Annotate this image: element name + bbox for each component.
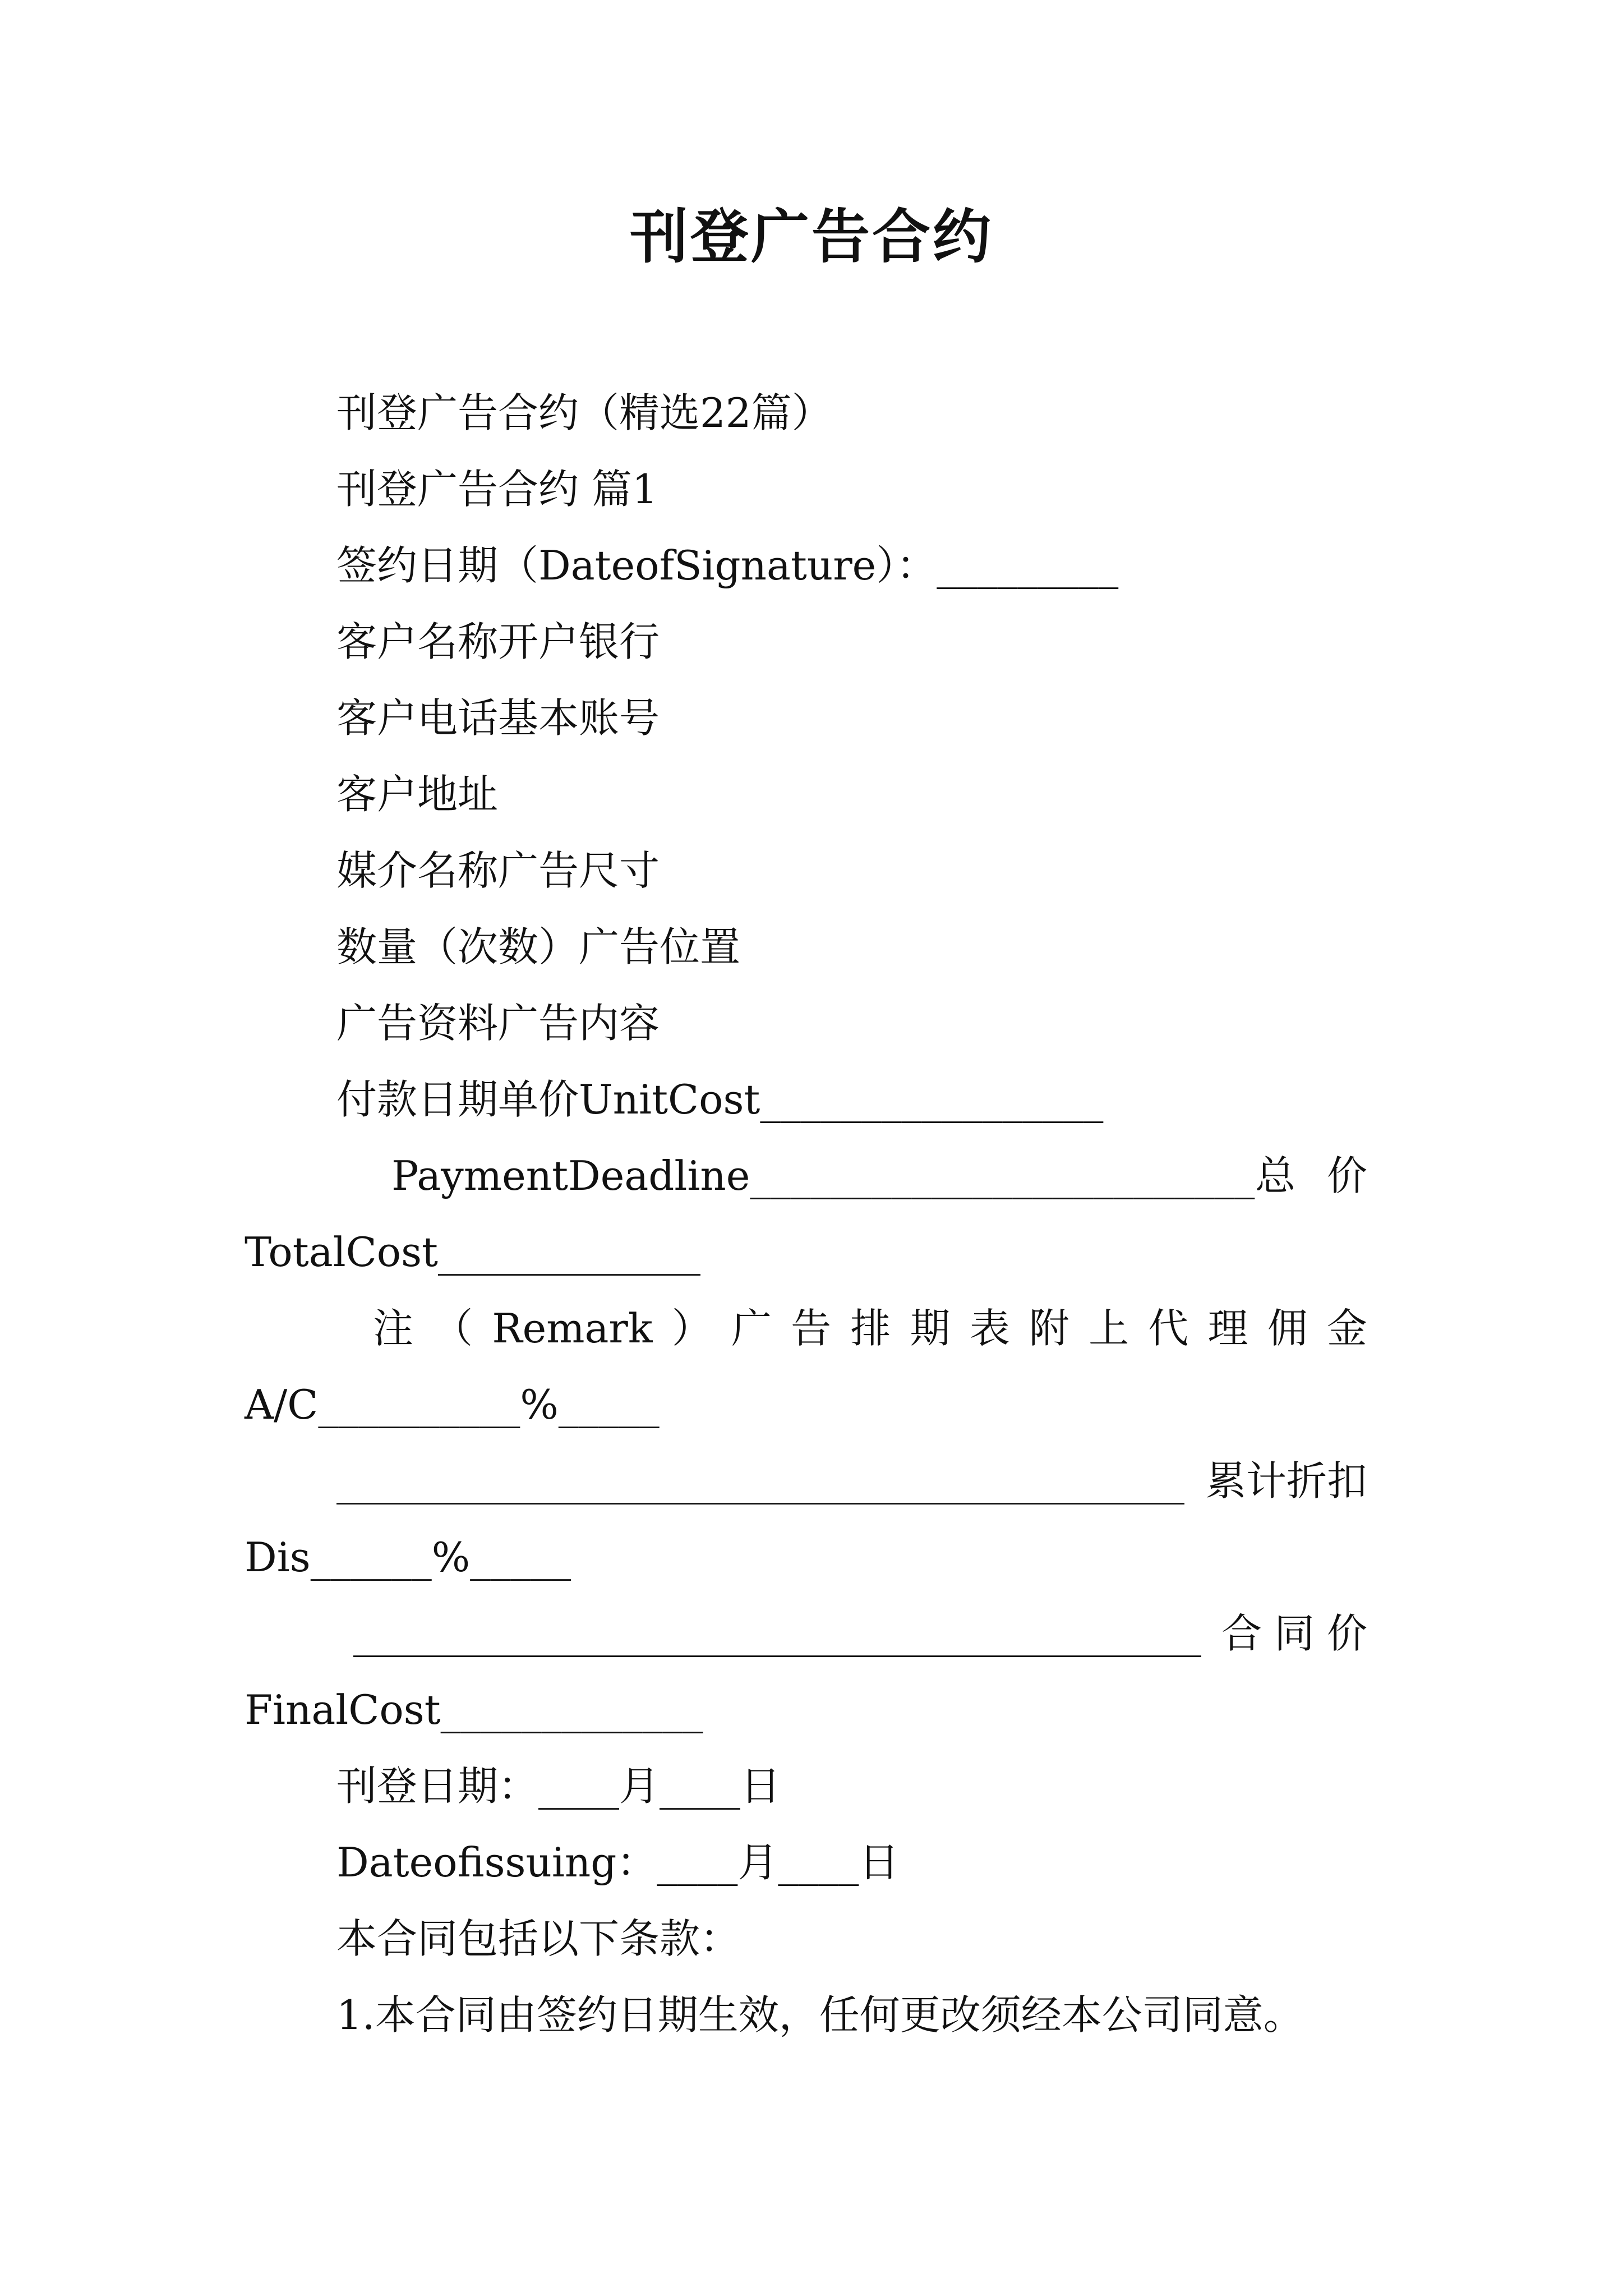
total-label-char: 价 — [1326, 1152, 1367, 1199]
discount-label: 累计折扣 — [1205, 1457, 1367, 1504]
remark-char: ） — [671, 1305, 712, 1352]
final-cost-char: 同 — [1274, 1610, 1315, 1657]
remark-char: 金 — [1326, 1305, 1367, 1352]
remark-char: 佣 — [1267, 1305, 1308, 1352]
remark-char: 代 — [1148, 1305, 1189, 1352]
remark-char: 表 — [969, 1305, 1010, 1352]
client-address-line: 客户地址 — [336, 771, 499, 818]
discount-blank: __________________________________________ — [336, 1457, 1184, 1504]
agency-commission-line: A/C__________%_____ — [245, 1381, 660, 1428]
remark-char: Remark — [492, 1305, 653, 1352]
subtitle-line: 刊登广告合约（精选22篇） — [336, 389, 832, 436]
date-of-issuing-line: Dateofissuing：____月____日 — [336, 1839, 900, 1886]
remark-char: （ — [432, 1305, 473, 1352]
section-heading: 刊登广告合约 篇1 — [336, 466, 658, 513]
remark-char: 广 — [731, 1305, 772, 1352]
remark-char: 注 — [373, 1305, 414, 1352]
publish-date-line: 刊登日期：____月____日 — [336, 1763, 781, 1810]
document-title: 刊登广告合约 — [629, 202, 993, 271]
remark-char: 理 — [1207, 1305, 1248, 1352]
final-cost-blank: __________________________________________ — [353, 1610, 1201, 1657]
remark-char: 期 — [910, 1305, 951, 1352]
final-cost-char: 价 — [1326, 1610, 1367, 1657]
payment-deadline-text: PaymentDeadline_________________________ — [391, 1152, 1255, 1199]
remark-char: 附 — [1029, 1305, 1069, 1352]
final-cost-label-line — [353, 1605, 1367, 1662]
client-name-bank-line: 客户名称开户银行 — [336, 618, 660, 665]
total-cost-line: TotalCost_____________ — [245, 1228, 700, 1276]
remark-char: 告 — [791, 1305, 832, 1352]
signature-date-line: 签约日期（DateofSignature）：_________ — [336, 542, 1119, 589]
remark-char: 排 — [850, 1305, 891, 1352]
total-label-char: 总 — [1255, 1152, 1296, 1199]
final-cost-char: 合 — [1221, 1610, 1262, 1657]
ad-material-content-line: 广告资料广告内容 — [336, 1000, 660, 1047]
term-1-line: 1.本合同由签约日期生效，任何更改须经本公司同意。 — [336, 1991, 1304, 2039]
terms-intro-line: 本合同包括以下条款： — [336, 1915, 741, 1962]
client-phone-account-line: 客户电话基本账号 — [336, 694, 660, 742]
quantity-position-line: 数量（次数）广告位置 — [336, 923, 741, 970]
discount-percent-line: Dis______%_____ — [245, 1534, 571, 1581]
discount-line — [336, 1453, 1367, 1509]
remark-char: 上 — [1089, 1305, 1129, 1352]
remark-line — [373, 1300, 1367, 1356]
payment-deadline-total-line — [391, 1148, 1367, 1204]
payment-unit-cost-line: 付款日期单价UnitCost_________________ — [336, 1076, 1104, 1123]
media-name-size-line: 媒介名称广告尺寸 — [336, 847, 660, 894]
final-cost-line: FinalCost_____________ — [245, 1686, 703, 1733]
